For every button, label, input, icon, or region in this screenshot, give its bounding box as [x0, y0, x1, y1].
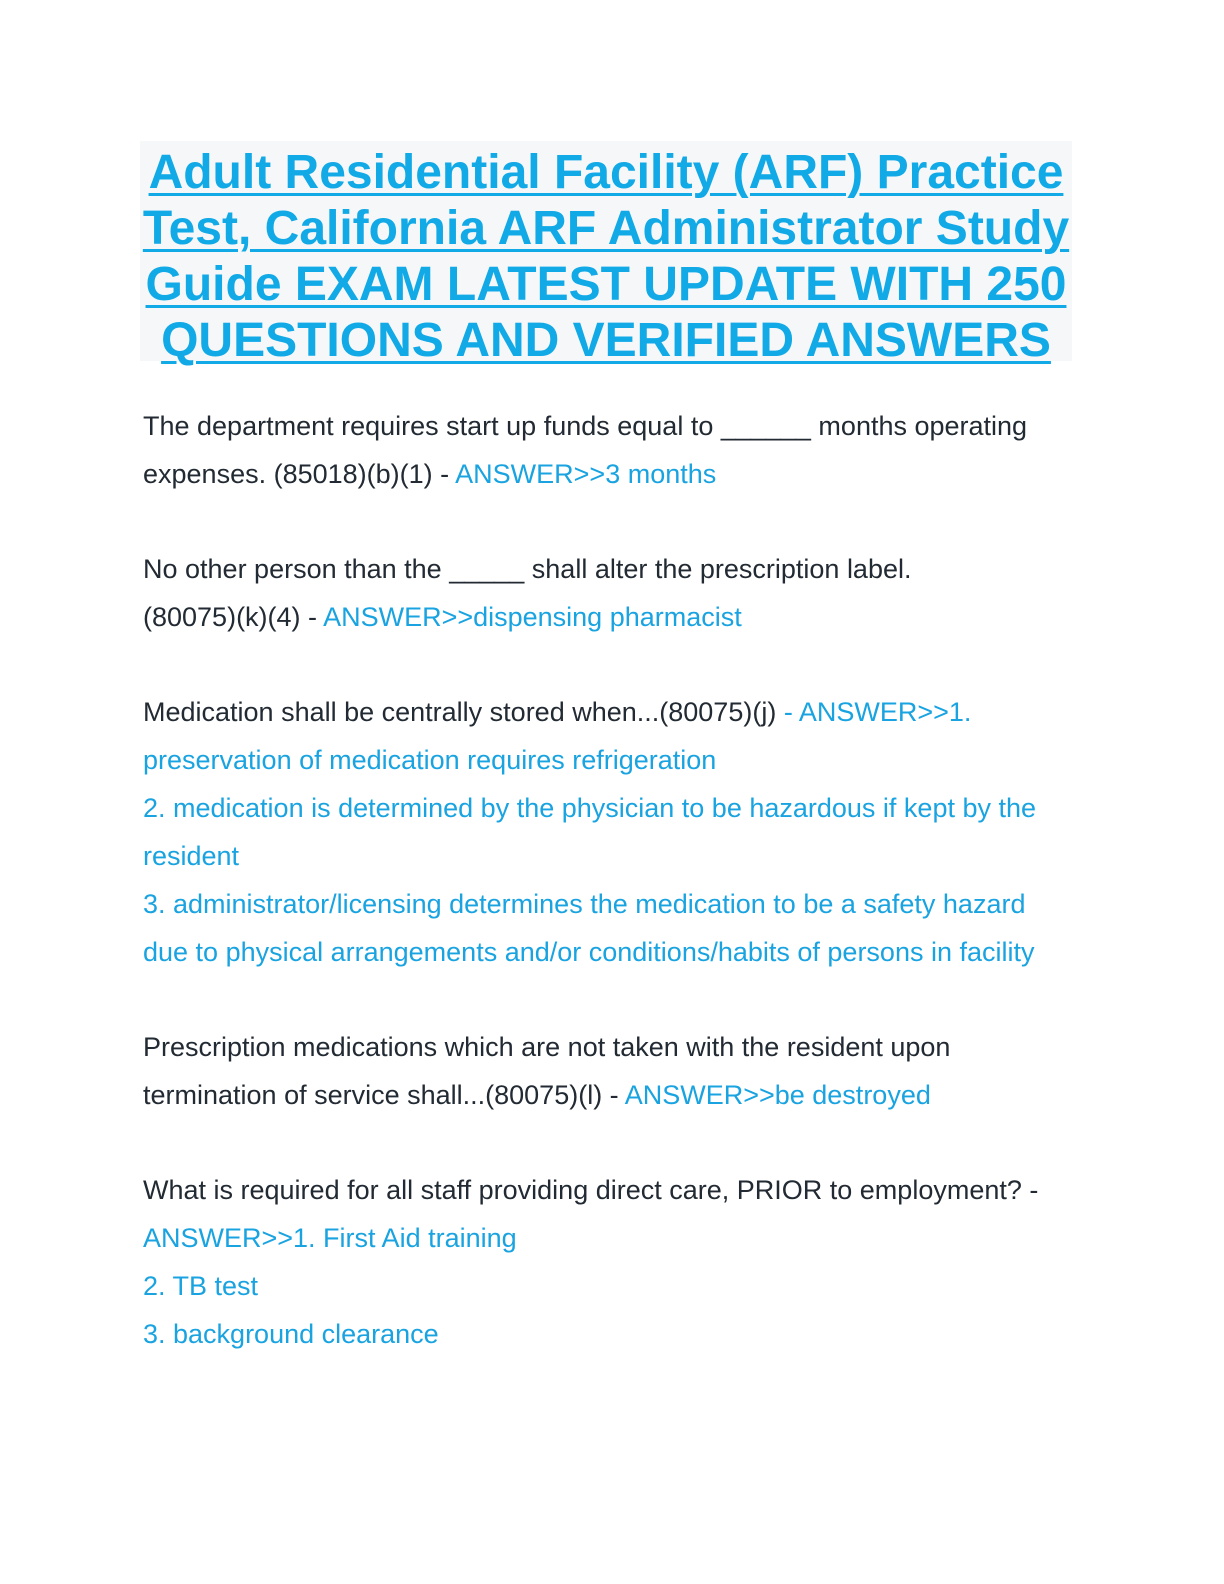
answer-text: 2. TB test — [143, 1271, 259, 1301]
answer-text: preservation of medication requires refrigeration — [143, 745, 717, 775]
title-line: QUESTIONS AND VERIFIED ANSWERS — [161, 314, 1051, 367]
answer-text: 3. administrator/licensing determines the medication to be a safety hazard — [143, 889, 1026, 919]
answer-text: resident — [143, 841, 240, 871]
question-text: expenses. (85018)(b)(1) - — [143, 459, 456, 489]
qa-item — [143, 545, 1083, 641]
answer-text: ANSWER>>1. First Aid training — [143, 1223, 517, 1253]
qa-item — [143, 402, 1083, 498]
question-line — [143, 593, 1083, 641]
qa-item — [143, 1166, 1083, 1358]
title-line: Adult Residential Facility (ARF) Practice — [148, 146, 1064, 199]
question-text: Prescription medications which are not taken with the resident upon — [143, 1032, 951, 1062]
question-text: No other person than the _____ shall alter the prescription label. — [143, 554, 912, 584]
answer-text: ANSWER>>dispensing pharmacist — [323, 602, 742, 632]
qa-list — [143, 402, 1083, 1405]
question-text: The department requires start up funds equal to ______ months operating — [143, 411, 1028, 441]
document-title — [140, 141, 1072, 367]
question-text: What is required for all staff providing direct care, PRIOR to employment? - — [143, 1175, 1039, 1205]
question-text: Medication shall be centrally stored when...(80075)(j) — [143, 697, 784, 727]
qa-item — [143, 688, 1083, 976]
question-text: (80075)(k)(4) - — [143, 602, 324, 632]
answer-text: 2. medication is determined by the physician to be hazardous if kept by the — [143, 793, 1037, 823]
answer-text: ANSWER>>3 months — [455, 459, 717, 489]
question-text: termination of service shall...(80075)(l) - — [143, 1080, 625, 1110]
question-line — [143, 1071, 1083, 1119]
question-line — [143, 450, 1083, 498]
title-line: Guide EXAM LATEST UPDATE WITH 250 — [145, 258, 1067, 311]
title-line: Test, California ARF Administrator Study — [142, 202, 1070, 255]
question-line — [143, 688, 1083, 736]
qa-item — [143, 1023, 1083, 1119]
answer-text: due to physical arrangements and/or conditions/habits of persons in facility — [143, 937, 1035, 967]
answer-text: 3. background clearance — [143, 1319, 439, 1349]
answer-text: - ANSWER>>1. — [783, 697, 972, 727]
answer-text: ANSWER>>be destroyed — [624, 1080, 931, 1110]
